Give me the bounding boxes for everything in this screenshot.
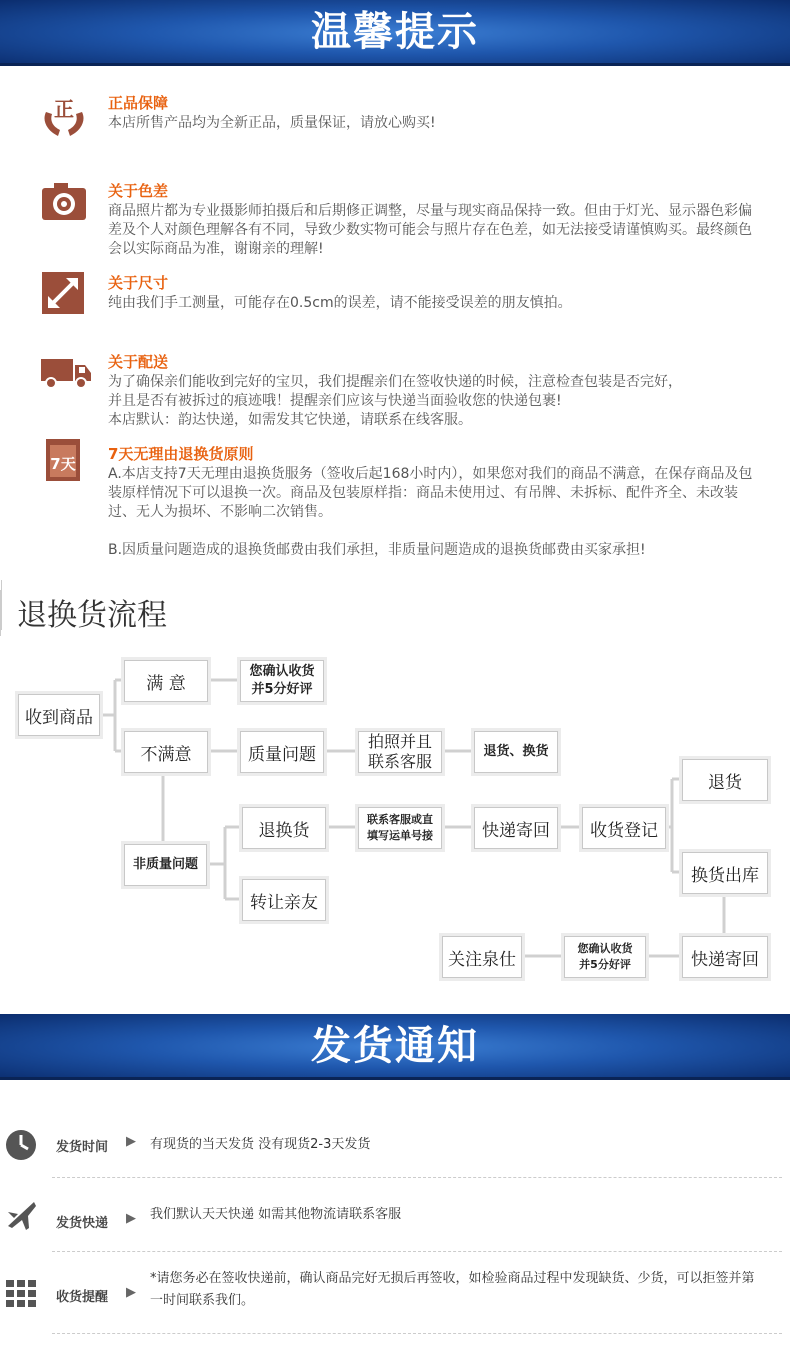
arrow-right-icon: ▶ [126, 1211, 136, 1226]
flow-non-quality: 非质量问题 [124, 844, 207, 886]
truck-icon [38, 351, 92, 397]
shipping-text: *请您务必在签收快递前，确认商品完好无损后再签收，如检验商品过程中发现缺货、少货，可以拒签并第一时间联系我们。 [150, 1271, 755, 1308]
divider [52, 1333, 782, 1335]
arrow-right-icon: ▶ [126, 1134, 136, 1149]
shipping-text: 有现货的当天发货 没有现货2-3天发货 [150, 1137, 371, 1152]
airplane-icon [4, 1198, 38, 1232]
flow-transfer: 转让亲友 [242, 879, 326, 921]
flow-return-exchange: 退货、换货 [474, 731, 558, 773]
flow-express-back-2: 快递寄回 [682, 936, 768, 978]
tip-title: 正品保障 [108, 94, 169, 112]
banner-shipping [0, 1014, 790, 1080]
flow-contact-fill: 联系客服或直 填写运单号接 [358, 807, 442, 849]
camera-icon [38, 180, 90, 226]
shipping-label: 收货提醒 [56, 1290, 109, 1305]
divider [52, 1251, 782, 1253]
banner-title: 发货通知 [311, 1023, 479, 1069]
genuine-hands-icon [38, 92, 90, 138]
divider [52, 1177, 782, 1179]
7-days-icon [38, 437, 90, 483]
flow-section-title: 退换货流程 [0, 590, 790, 636]
tip-body: 纯由我们手工测量，可能存在0.5cm的误差，请不能接受误差的朋友慎拍。 [108, 295, 572, 311]
shipping-text: 我们默认天天快递 如需其他物流请联系客服 [150, 1207, 402, 1222]
flow-quality-issue: 质量问题 [240, 731, 324, 773]
flow-exchange-out: 换货出库 [682, 852, 768, 894]
flow-unsatisfied: 不满意 [124, 731, 208, 773]
flow-photo-contact: 拍照并且 联系客服 [358, 731, 442, 773]
tip-title: 关于尺寸 [108, 274, 169, 292]
shipping-label: 发货快递 [56, 1216, 109, 1231]
flow-confirm-good-2: 您确认收货 并5分好评 [564, 936, 646, 978]
tip-body: A.本店支持7天无理由退换货服务（签收后起168小时内），如果您对我们的商品不满意，在保存商品及包装原样情况下可以退换一次。商品及包装原样指：商品未使用过、有吊牌、未拆标、配件齐全、未改装过、无人为损坏、不影响二次销售。 B.因质量问题造成的退换货邮费由我们承担，非质量问题造成的退换货邮费由买家承担! [108, 466, 753, 558]
tip-title: 关于配送 [108, 353, 169, 371]
svg-text:7天: 7天 [50, 455, 76, 473]
tip-title: 7天无理由退换货原则 [108, 445, 254, 463]
tip-body: 为了确保亲们能收到完好的宝贝，我们提醒亲们在签收快递的时候，注意检查包装是否完好， 并且是否有被拆过的痕迹哦！提醒亲们应该与快递当面验收您的快递包裹! 本店默认：韵达快递，如需发其它快递，请联系在线客服。 [108, 374, 682, 428]
banner-title: 温馨提示 [311, 9, 479, 55]
grid-icon [4, 1276, 38, 1310]
arrow-right-icon: ▶ [126, 1285, 136, 1300]
tip-title: 关于色差 [108, 182, 169, 200]
clock-icon [4, 1128, 38, 1162]
flow-follow: 关注泉仕 [442, 936, 522, 978]
flow-register: 收货登记 [582, 807, 666, 849]
flow-return-goods: 退换货 [242, 807, 326, 849]
flow-satisfied: 满 意 [124, 660, 208, 702]
shipping-label: 发货时间 [56, 1140, 109, 1155]
tip-body: 商品照片都为专业摄影师拍摄后和后期修正调整，尽量与现实商品保持一致。但由于灯光、显示器色彩偏差及个人对颜色理解各有不同，导致少数实物可能会与照片存在色差，如无法接受请谨慎购买。最终颜色会以实际商品为准，谢谢亲的理解! [108, 203, 752, 257]
flow-confirm-good: 您确认收货 并5分好评 [240, 660, 324, 702]
resize-arrow-icon [38, 272, 90, 318]
svg-text:正: 正 [54, 97, 74, 121]
flow-express-back: 快递寄回 [474, 807, 558, 849]
flow-refund: 退货 [682, 759, 768, 801]
tip-body: 本店所售产品均为全新正品，质量保证，请放心购买! [108, 115, 436, 131]
banner-tips [0, 0, 790, 66]
flow-received: 收到商品 [18, 694, 100, 736]
